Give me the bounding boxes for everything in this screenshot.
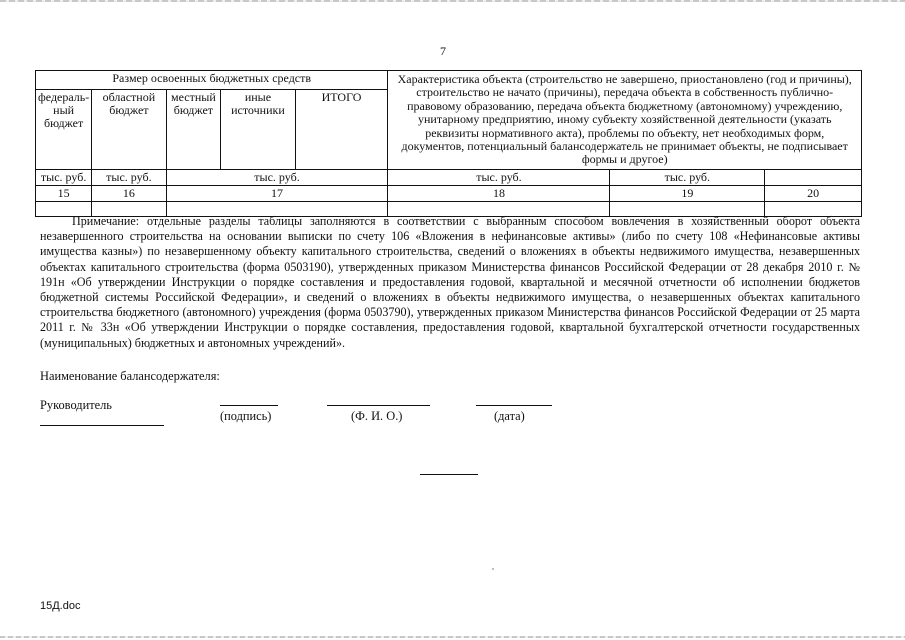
balance-holder-label: Наименование балансодержателя: xyxy=(40,369,220,383)
note-paragraph: Примечание: отдельные разделы таблицы заполняются в соответствии с выбранным способом вовлечения в хозяйственный оборот объекта незавершенного строительства на основании выписки по счету 106 «Вложения в нефинансовые активы» (либо по счету 108 «Нефинансовые активы имущества казны») по незавершенному объекту капитального строительства, сведений о вложениях в объекты недвижимого имущества, незавершенных объектах капитального строительства (форма 0503190), утвержденных приказом Министерства финансов Российской Федерации от 28 декабря 2010 г. № 191н «Об утверждении Инструкции о порядке составления и предоставления годовой, квартальной и месячной отчетности об исполнении бюджетов бюджетной системы Российской Федерации», и сведений о вложениях в объекты недвижимого имущества, о незавершенных объектах капитального строительства бюджетного (автономного) учреждения (форма 0503790), утвержденных приказом Министерства финансов Российской Федерации от 25 марта 2011 г. № 33н «Об утверждении Инструкции о порядке составления, предоставления годовой, квартальной бухгалтерской отчетности государственных (муниципальных) бюджетных и автономных учреждений». xyxy=(40,214,860,350)
object-characteristic-header: Характеристика объекта (строительство не завершено, приостановлено (год и причины), строительство не начато (причины), передача объекта в собственность публично-правовому образованию, передача объекта бюджетному (автономному) учреждению, унитарному предприятию, иному субъекту хозяйственной деятельности (указать реквизиты нормативного акта), проблемы по объекту, нет необходимых форм, документов, потенциальный балансодержатель не принимает объекты, не подписывает формы и другое) xyxy=(388,71,862,170)
signature-line xyxy=(220,405,278,406)
units-row xyxy=(36,169,862,185)
unit-cell: тыс. руб. xyxy=(166,169,388,185)
separator-line xyxy=(420,474,478,475)
column-number: 18 xyxy=(388,185,610,201)
footer-filename: 15Д.doc xyxy=(40,600,81,612)
fio-caption: (Ф. И. О.) xyxy=(351,409,403,423)
column-number: 19 xyxy=(610,185,765,201)
unit-cell-empty xyxy=(765,169,862,185)
col-federal-budget: федераль- ный бюджет xyxy=(36,89,92,169)
col-total: ИТОГО xyxy=(295,89,388,169)
group-header: Размер освоенных бюджетных средств xyxy=(36,71,388,90)
col-other-sources: иные источники xyxy=(221,89,295,169)
col-local-budget: местный бюджет xyxy=(166,89,221,169)
head-label: Руководитель xyxy=(40,398,112,412)
scan-bottom-edge xyxy=(0,636,905,638)
column-number: 20 xyxy=(765,185,862,201)
unit-cell: тыс. руб. xyxy=(36,169,92,185)
scan-speck xyxy=(492,568,494,570)
scan-top-edge xyxy=(0,0,905,2)
budget-table xyxy=(35,70,862,217)
column-number: 16 xyxy=(92,185,166,201)
fio-line xyxy=(327,405,430,406)
head-signature-line xyxy=(40,425,164,426)
numbers-row xyxy=(36,185,862,201)
column-number: 15 xyxy=(36,185,92,201)
page-number: 7 xyxy=(440,44,446,58)
date-caption: (дата) xyxy=(494,409,525,423)
unit-cell: тыс. руб. xyxy=(388,169,610,185)
col-regional-budget: областной бюджет xyxy=(92,89,166,169)
table-header-row xyxy=(36,71,862,90)
unit-cell: тыс. руб. xyxy=(610,169,765,185)
date-line xyxy=(476,405,552,406)
column-number: 17 xyxy=(166,185,388,201)
unit-cell: тыс. руб. xyxy=(92,169,166,185)
signature-caption: (подпись) xyxy=(220,409,272,423)
